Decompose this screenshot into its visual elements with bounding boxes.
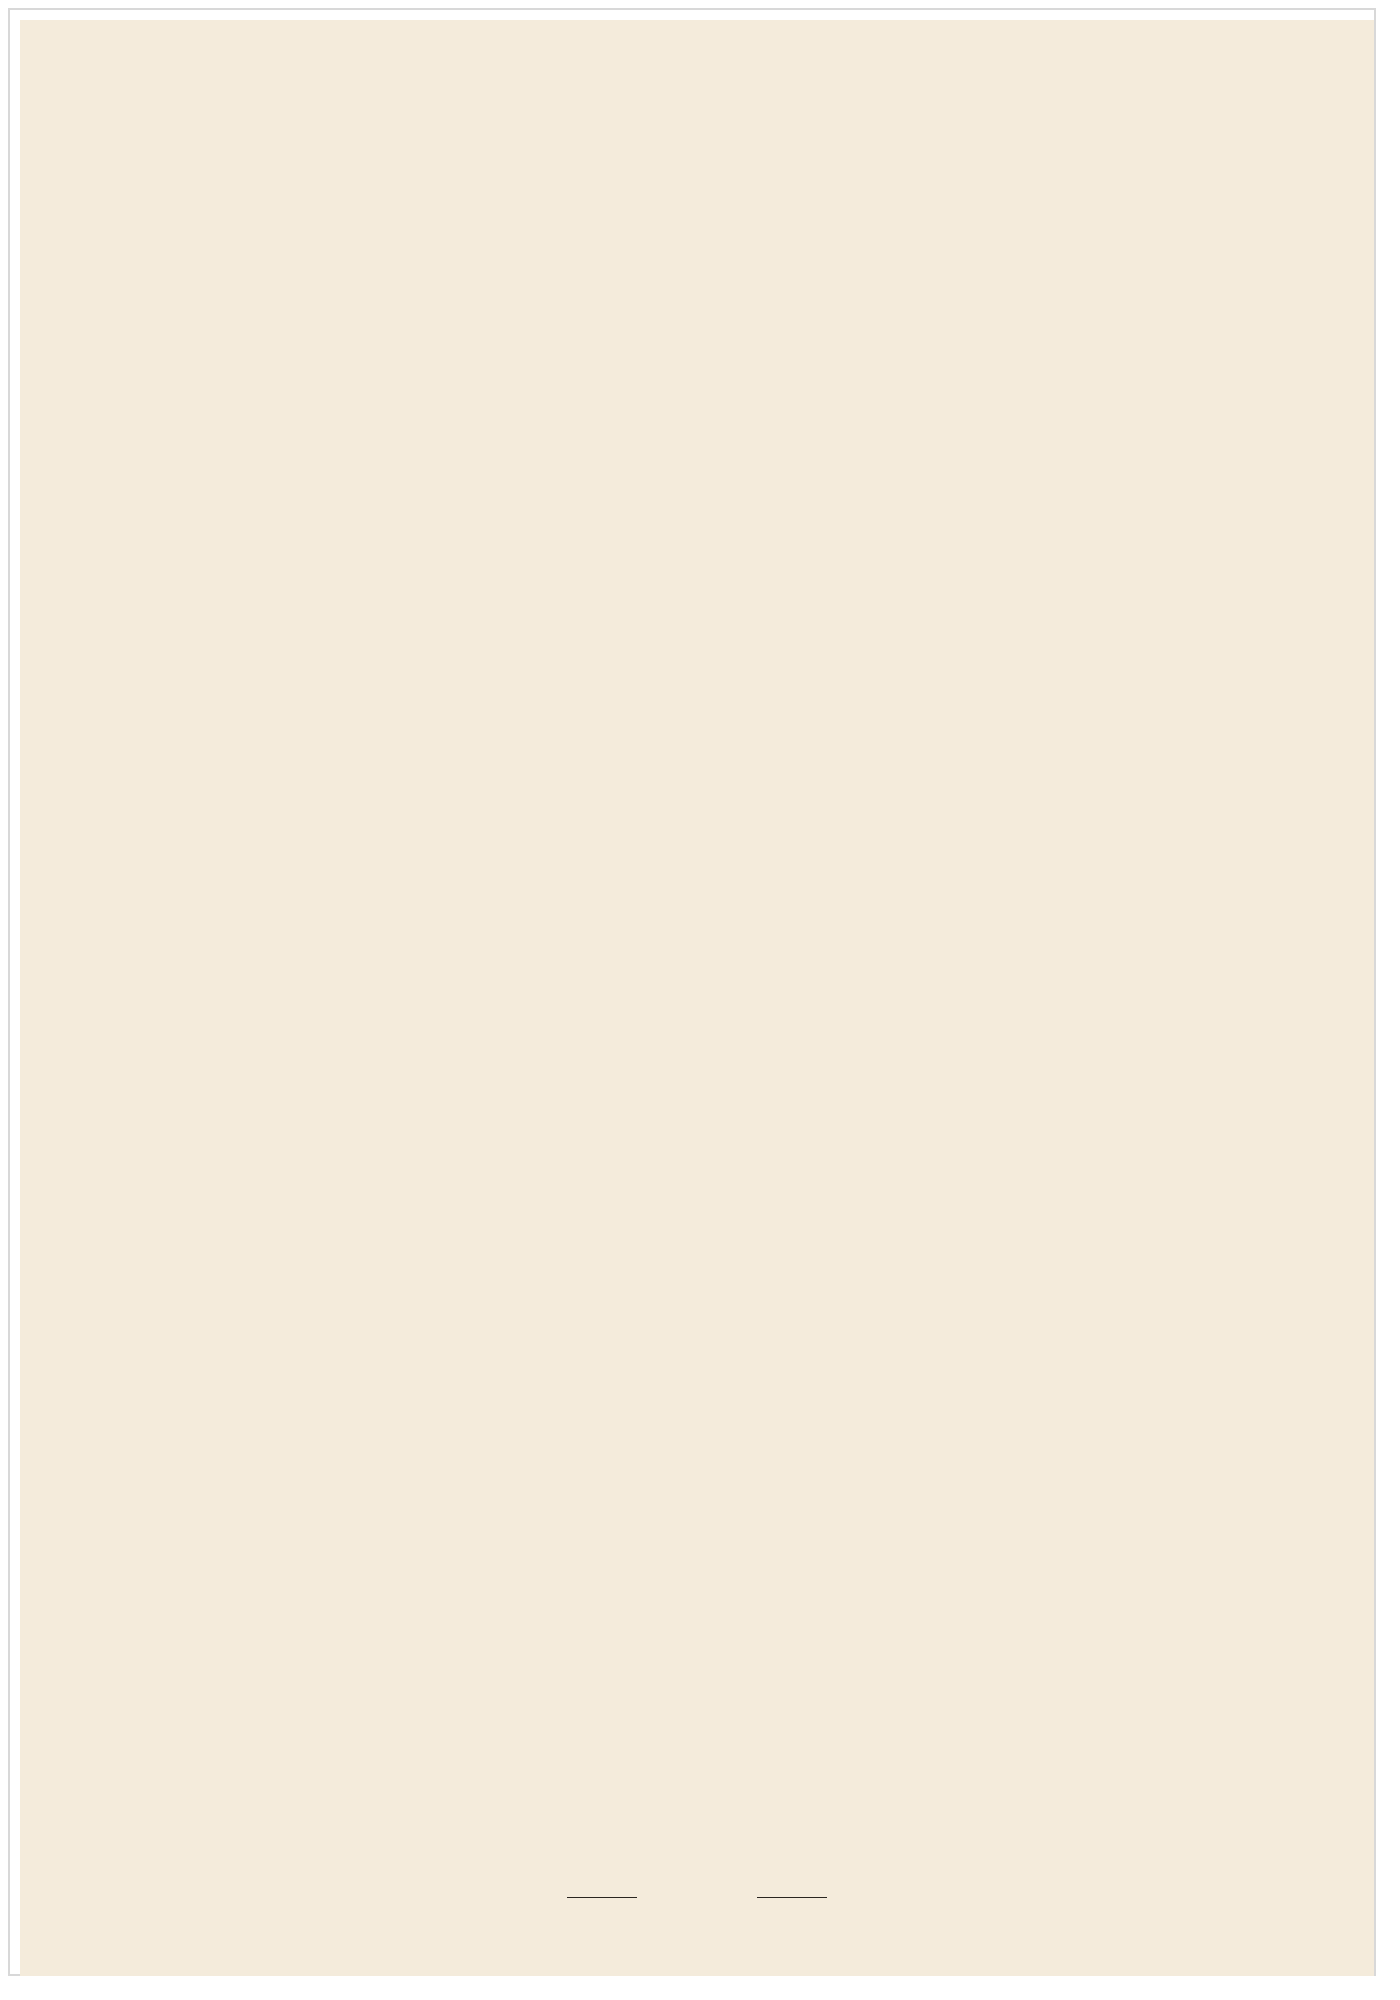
archive-watermark [710,1580,1270,1606]
body-text [225,310,1235,1755]
book-page [20,20,1374,1976]
